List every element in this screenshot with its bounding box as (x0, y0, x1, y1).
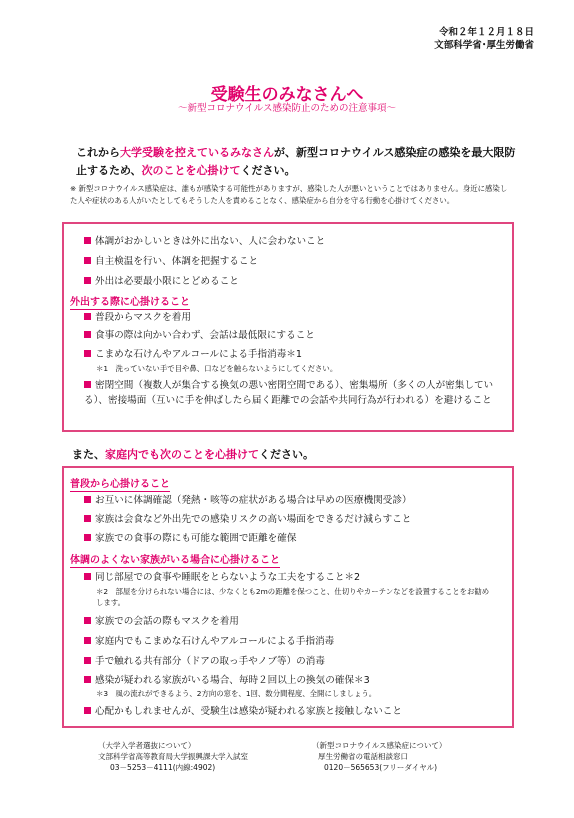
list-item: 感染が疑われる家族がいる場合、毎時２回以上の換気の確保＊3 (84, 673, 370, 688)
bullet-icon (84, 237, 91, 244)
home-lead-text-2: ください。 (259, 448, 314, 461)
contact-mext (98, 740, 248, 773)
contact-label: （大学入学者選抜について） (98, 741, 196, 750)
section-heading-daily: 普段から心掛けること (70, 479, 170, 490)
list-item: 心配かもしれませんが、受験生は感染が疑われる家族と接触しないこと (84, 704, 402, 719)
page-subtitle: ～新型コロナウイルス感染防止のための注意事項～ (178, 103, 396, 114)
precautions-box (62, 222, 514, 432)
bullet-icon (84, 277, 91, 284)
home-lead (72, 446, 314, 462)
bullet-icon (84, 515, 91, 522)
list-item: 普段からマスクを着用 (84, 310, 191, 325)
bullet-icon (84, 534, 91, 541)
list-item: こまめな石けんやアルコールによる手指消毒＊1 (84, 347, 302, 362)
date-block (434, 26, 534, 52)
list-item: 密閉空間（複数人が集合する換気の悪い密閉空間である）、密集場所（多くの人が密集している）、密接場面（互いに手を伸ばしたら届く距離での会話や共同行為が行われる）を避けること (84, 380, 494, 406)
bullet-icon (84, 707, 91, 714)
footnote-1: ＊1 洗っていない手で目や鼻、口などを触らないようにしてください。 (96, 364, 338, 373)
issue-date: 令和２年１２月１８日 (438, 27, 534, 38)
contact-phone: 0120－565653(フリーダイヤル) (324, 763, 438, 772)
home-lead-highlight: 家庭内でも次のことを心掛けて (105, 448, 259, 461)
bullet-icon (84, 657, 91, 664)
bullet-icon (84, 617, 91, 624)
contact-org: 厚生労働省の電話相談窓口 (318, 752, 408, 761)
footnote-2: ＊2 部屋を分けられない場合には、少なくとも2mの距離を保つこと、仕切りやカーテンなどを設置することをお勧めします。 (96, 587, 490, 607)
list-item: 同じ部屋での食事や睡眠をとらないような工夫をすること＊2 (84, 570, 360, 585)
list-item: 家族での会話の際もマスクを着用 (84, 614, 239, 629)
bullet-icon (84, 676, 91, 683)
lead-highlight-1: 大学受験を控えているみなさん (120, 146, 274, 159)
lead-text-2: が、新型コロナウイルス感染症の感染を最大限防止するため、 (76, 146, 516, 177)
lead-text-3: ください。 (240, 164, 296, 177)
bullet-icon (84, 637, 91, 644)
bullet-icon (84, 331, 91, 338)
lead-paragraph (76, 144, 516, 180)
list-item: 食事の際は向かい合わず、会話は最低限にすること (84, 328, 315, 343)
bullet-icon (84, 381, 91, 388)
lead-highlight-2: 次のことを心掛けて (141, 164, 241, 177)
stigma-note: ※ 新型コロナウイルス感染症は、誰もが感染する可能性がありますが、感染した人が悪いということではありません。身近に感染した人や症状のある人がいたとしてもそうした人を責めることなく、感染症から自分を守る行動を心掛けてください。 (70, 184, 508, 205)
list-item: 体調がおかしいときは外に出ない、人に会わないこと (84, 234, 325, 249)
issuer: 文部科学省･厚生労働省 (434, 40, 534, 51)
bullet-icon (84, 313, 91, 320)
list-item: 手で触れる共有部分（ドアの取っ手やノブ等）の消毒 (84, 654, 325, 669)
contact-org: 文部科学省高等教育局大学振興課大学入試室 (98, 752, 248, 761)
bullet-icon (84, 350, 91, 357)
contact-mhlw (312, 740, 446, 773)
bullet-icon (84, 496, 91, 503)
contact-label: （新型コロナウイルス感染症について） (312, 741, 447, 750)
lead-text-1: これから (76, 146, 120, 159)
list-item: 家族での食事の際にも可能な範囲で距離を確保 (84, 531, 296, 546)
page-title: 受験生のみなさんへ (210, 85, 364, 105)
list-item: お互いに体調確認（発熱・咳等の症状がある場合は早めの医療機関受診） (84, 493, 412, 508)
home-lead-text-1: また、 (72, 448, 105, 461)
home-precautions-box (62, 466, 514, 728)
list-item: 家族は会食など外出先での感染リスクの高い場面をできるだけ減らすこと (84, 512, 411, 527)
list-item: 自主検温を行い、体調を把握すること (84, 254, 258, 269)
list-item: 家庭内でもこまめな石けんやアルコールによる手指消毒 (84, 634, 334, 649)
bullet-icon (84, 257, 91, 264)
section-heading-sick-family: 体調のよくない家族がいる場合に心掛けること (70, 555, 280, 566)
section-heading-outing: 外出する際に心掛けること (70, 297, 190, 308)
bullet-icon (84, 573, 91, 580)
footnote-3: ＊3 風の流れができるよう、2方向の窓を、1回、数分間程度、全開にしましょう。 (96, 689, 377, 698)
list-item: 外出は必要最小限にとどめること (84, 274, 239, 289)
contact-phone: 03－5253－4111(内線:4902) (110, 763, 216, 772)
